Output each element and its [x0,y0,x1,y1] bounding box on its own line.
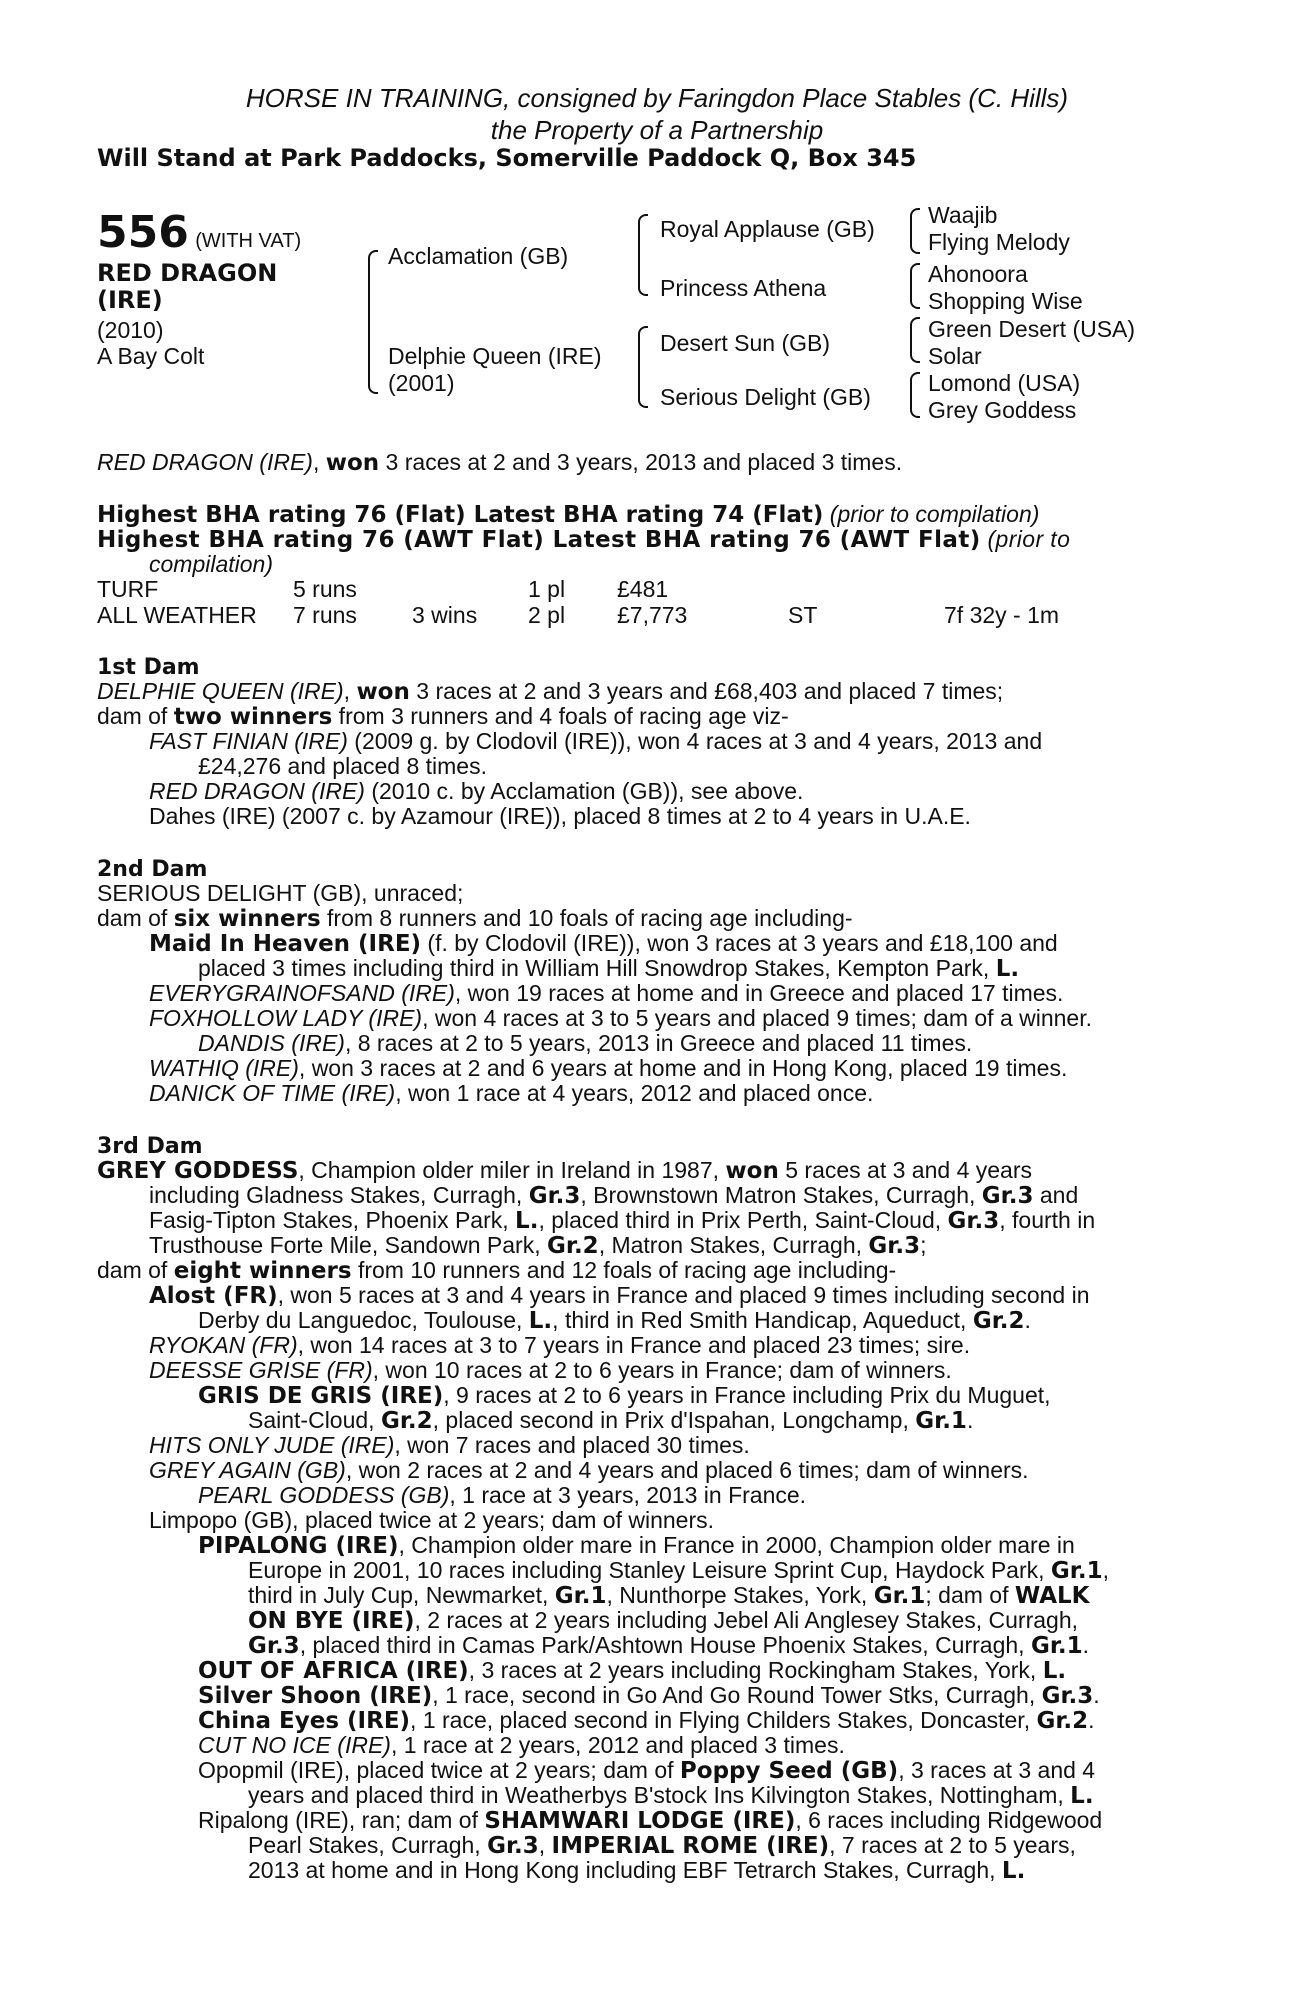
sd-sire: Ahonoora [928,261,1028,287]
catalogue-page: HORSE IN TRAINING, consigned by Faringdon Place Stables (C. Hills) the Property of a Partnership Will Stand at Park Paddocks, Somerville Paddock Q, Box 345 556 (WITH VAT) RED DRAGON (IRE) (2010) A Bay Colt Acclamation (GB) Delphie Queen (IRE) (2001) Royal Applause (GB) Princess Athena Desert Sun (GB) Serious Delight (GB) Waajib Flying Melody Ahonoora Shopping Wise Green Desert (USA) Solar Lomond (USA) Grey Goddess RED DRAGON (IRE), won 3 races at 2 and 3 years, 2013 and placed 3 times. Highest BHA rating 76 (Flat) Latest BHA rating 74 (Flat) (prior to compilation) Highest BHA rating 76 (AWT Flat) Latest BHA rating 76 (AWT Flat) (prior to compilation) TURF 5 runs 1 pl £481 ALL WEATHER 7 runs 3 wins 2 pl £7,773 ST 7f 32y - 1m 1st Dam DELPHIE QUEEN (IRE), won 3 races at 2 and 3 years and £68,403 and placed 7 times; dam of two winners from 3 runners and 4 foals of racing age viz- FAST FINIAN (IRE) (2009 g. by Clodovil (IRE)), won 4 races at 3 and 4 years, 2013 and £24,276 and placed 8 times. RED DRAGON (IRE) (2010 c. by Acclamation (GB)), see above. Dahes (IRE) (2007 c. by Azamour (IRE)), placed 8 times at 2 to 4 years in U.A.E. 2nd Dam SERIOUS DELIGHT (GB), unraced; dam of six winners from 8 runners and 10 foals of racing age including- Maid In Heaven (IRE) (f. by Clodovil (IRE)), won 3 races at 3 years and £18,100 and placed 3 times including third in William Hill Snowdrop Stakes, Kempton Park, L. EVERYGRAINOFSAND (IRE), won 19 races at home and in Greece and placed 17 times. FOXHOLLOW LADY (IRE), won 4 races at 3 to 5 years and placed 9 times; dam of a winner. DANDIS (IRE), 8 races at 2 to 5 years, 2013 in Greece and placed 11 times. WATHIQ (IRE), won 3 races at 2 and 6 years at home and in Hong Kong, placed 19 times. DANICK OF TIME (IRE), won 1 race at 4 years, 2012 and placed once. 3rd Dam GREY GODDESS, Champion older miler in Ireland in 1987, won 5 races at 3 and 4 years including Gladness Stakes, Curragh, Gr.3, Brownstown Matron Stakes, Curragh, Gr.3 and Fasig-Tipton Stakes, Phoenix Park, L., placed third in Prix Perth, Saint-Cloud, Gr.3, fourth in Trusthouse Forte Mile, Sandown Park, Gr.2, Matron Stakes, Curragh, Gr.3; dam of eight winners from 10 runners and 12 foals of racing age including- Alost (FR), won 5 races at 3 and 4 years in France and placed 9 times including second in Derby du Languedoc, Toulouse, L., third in Red Smith Handicap, Aqueduct, Gr.2. RYOKAN (FR), won 14 races at 3 to 7 years in France and placed 23 times; sire. DEESSE GRISE (FR), won 10 races at 2 to 6 years in France; dam of winners. GRIS DE GRIS (IRE), 9 races at 2 to 6 years in France including Prix du Muguet, Saint-Cloud, Gr.2, placed second in Prix d'Ispahan, Longchamp, Gr.1. HITS ONLY JUDE (IRE), won 7 races and placed 30 times. GREY AGAIN (GB), won 2 races at 2 and 4 years and placed 6 times; dam of winners. PEARL GODDESS (GB), 1 race at 3 years, 2013 in France. Limpopo (GB), placed twice at 2 years; dam of winners. PIPALONG (IRE), Champion older mare in France in 2000, Champion older mare in Europe in 2001, 10 races including Stanley Leisure Sprint Cup, Haydock Park, Gr.1, third in July Cup, Newmarket, Gr.1, Nunthorpe Stakes, York, Gr.1; dam of WALK ON BYE (IRE), 2 races at 2 years including Jebel Ali Anglesey Stakes, Curragh, Gr.3, placed third in Camas Park/Ashtown House Phoenix Stakes, Curragh, Gr.1. OUT OF AFRICA (IRE), 3 races at 2 years including Rockingham Stakes, York, L. Silver Shoon (IRE), 1 race, second in Go And Go Round Tower Stks, Curragh, Gr.3. China Eyes (IRE), 1 race, placed second in Flying Childers Stakes, Doncaster, Gr.2. CUT NO ICE (IRE), 1 race at 2 years, 2012 and placed 3 times. Opopmil (IRE), placed twice at 2 years; dam of Poppy Seed (GB), 3 races at 3 and 4 years and placed third in Weatherbys B'stock Ins Kilvington Stakes, Nottingham, L. Ripalong (IRE), ran; dam of SHAMWARI LODGE (IRE), 6 races including Ridgewood Pearl Stakes, Curragh, Gr.3, IMPERIAL ROME (IRE), 7 races at 2 to 5 years, 2013 at home and in Hong Kong including EBF Tetrarch Stakes, Curragh, L. [0,0,1314,2000]
third-dam-line: including Gladness Stakes, Curragh, Gr.3, Brownstown Matron Stakes, Curragh, Gr.3 and [149,1182,1079,1209]
third-dam-line: Europe in 2001, 10 races including Stanley Leisure Sprint Cup, Haydock Park, Gr.1, [248,1557,1109,1584]
dam-dam: Serious Delight (GB) [660,384,871,410]
race-summary: RED DRAGON (IRE), won 3 races at 2 and 3 years, 2013 and placed 3 times. [97,449,903,476]
third-dam-line: Pearl Stakes, Curragh, Gr.3, IMPERIAL ROME (IRE), 7 races at 2 to 5 years, [248,1832,1076,1859]
first-dam-line: £24,276 and placed 8 times. [198,753,487,779]
third-dam-line: OUT OF AFRICA (IRE), 3 races at 2 years including Rockingham Stakes, York, L. [198,1657,1067,1684]
third-dam-line: Alost (FR), won 5 races at 3 and 4 years in France and placed 9 times including second in [149,1282,1090,1309]
first-dam-line: dam of two winners from 3 runners and 4 foals of racing age viz- [97,703,789,730]
third-dam-line: Limpopo (GB), placed twice at 2 years; dam of winners. [149,1507,715,1533]
second-dam-line: FOXHOLLOW LADY (IRE), won 4 races at 3 to 5 years and placed 9 times; dam of a winner. [149,1005,1092,1031]
third-dam-line: Trusthouse Forte Mile, Sandown Park, Gr.2, Matron Stakes, Curragh, Gr.3; [149,1232,927,1259]
third-dam-line: Fasig-Tipton Stakes, Phoenix Park, L., placed third in Prix Perth, Saint-Cloud, Gr.3, fourth in [149,1207,1096,1234]
first-dam-heading: 1st Dam [97,655,200,680]
second-dam-line: SERIOUS DELIGHT (GB), unraced; [97,880,464,906]
third-dam-line: PIPALONG (IRE), Champion older mare in France in 2000, Champion older mare in [198,1532,1075,1559]
first-dam-line: RED DRAGON (IRE) (2010 c. by Acclamation (GB)), see above. [149,778,804,804]
first-dam-line: Dahes (IRE) (2007 c. by Azamour (IRE)), placed 8 times at 2 to 4 years in U.A.E. [149,803,971,829]
second-dam-line: placed 3 times including third in William Hill Snowdrop Stakes, Kempton Park, L. [198,955,1020,982]
second-dam-line: DANICK OF TIME (IRE), won 1 race at 4 years, 2012 and placed once. [149,1080,874,1106]
sire: Acclamation (GB) [388,243,569,269]
second-dam-line: WATHIQ (IRE), won 3 races at 2 and 6 years at home and in Hong Kong, placed 19 times. [149,1055,1068,1081]
sire-line-brace [638,214,648,296]
second-dam-line: Maid In Heaven (IRE) (f. by Clodovil (IRE)), won 3 races at 3 years and £18,100 and [149,930,1058,957]
brace-ds [910,317,920,363]
third-dam-line: Derby du Languedoc, Toulouse, L., third in Red Smith Handicap, Aqueduct, Gr.2. [198,1307,1031,1334]
third-dam-line: Opopmil (IRE), placed twice at 2 years; dam of Poppy Seed (GB), 3 races at 3 and 4 [198,1757,1096,1784]
sd-dam: Shopping Wise [928,288,1083,314]
lot-number: 556 [97,207,189,258]
third-dam-line: GREY AGAIN (GB), won 2 races at 2 and 4 years and placed 6 times; dam of winners. [149,1457,1029,1483]
dam-year: (2001) [388,370,455,396]
third-dam-line: ON BYE (IRE), 2 races at 2 years including Jebel Ali Anglesey Stakes, Curragh, [248,1607,1078,1634]
third-dam-line: GRIS DE GRIS (IRE), 9 races at 2 to 6 years in France including Prix du Muguet, [198,1382,1051,1409]
third-dam-line: DEESSE GRISE (FR), won 10 races at 2 to 6 years in France; dam of winners. [149,1357,952,1383]
ds-dam: Solar [928,343,982,369]
dam: Delphie Queen (IRE) [388,343,602,369]
property-line: the Property of a Partnership [490,115,824,145]
sire-dam-brace [368,250,378,394]
second-dam-line: DANDIS (IRE), 8 races at 2 to 5 years, 2013 in Greece and placed 11 times. [198,1030,973,1056]
first-dam-line: FAST FINIAN (IRE) (2009 g. by Clodovil (IRE)), won 4 races at 3 and 4 years, 2013 and [149,728,1043,754]
third-dam-line: Gr.3, placed third in Camas Park/Ashtown House Phoenix Stakes, Curragh, Gr.1. [248,1632,1090,1659]
brace-ss [910,208,920,254]
second-dam-line: EVERYGRAINOFSAND (IRE), won 19 races at home and in Greece and placed 17 times. [149,980,1064,1006]
third-dam-line: years and placed third in Weatherbys B'stock Ins Kilvington Stakes, Nottingham, L. [248,1782,1094,1809]
ss-sire: Waajib [928,202,998,228]
ss-dam: Flying Melody [928,229,1070,255]
dd-sire: Lomond (USA) [928,370,1081,396]
rating-compilation: compilation) [149,551,273,577]
third-dam-line: Silver Shoon (IRE), 1 race, second in Go And Go Round Tower Stks, Curragh, Gr.3. [198,1682,1100,1709]
vat-note: (WITH VAT) [195,230,302,252]
dam-line-brace [638,326,648,408]
horse-description: A Bay Colt [97,343,205,369]
third-dam-line: RYOKAN (FR), won 14 races at 3 to 7 years in France and placed 23 times; sire. [149,1332,971,1358]
dam-sire: Desert Sun (GB) [660,330,830,356]
brace-dd [910,372,920,418]
ds-sire: Green Desert (USA) [928,316,1136,342]
third-dam-line: China Eyes (IRE), 1 race, placed second in Flying Childers Stakes, Doncaster, Gr.2. [198,1707,1095,1734]
second-dam-line: dam of six winners from 8 runners and 10 foals of racing age including- [97,905,853,932]
third-dam-line: GREY GODDESS, Champion older miler in Ireland in 1987, won 5 races at 3 and 4 years [97,1157,1032,1184]
third-dam-line: 2013 at home and in Hong Kong including EBF Tetrarch Stakes, Curragh, L. [248,1857,1026,1884]
sire-dam: Princess Athena [660,275,827,301]
third-dam-line: PEARL GODDESS (GB), 1 race at 3 years, 2013 in France. [198,1482,807,1508]
third-dam-line: third in July Cup, Newmarket, Gr.1, Nunthorpe Stakes, York, Gr.1; dam of WALK [248,1582,1090,1609]
sire-sire: Royal Applause (GB) [660,216,875,242]
brace-sd [910,263,920,309]
third-dam-line: Saint-Cloud, Gr.2, placed second in Prix d'Ispahan, Longchamp, Gr.1. [248,1407,974,1434]
rating-flat: Highest BHA rating 76 (Flat) Latest BHA rating 74 (Flat) (prior to compilation) [97,501,1040,528]
third-dam-line: dam of eight winners from 10 runners and 12 foals of racing age including- [97,1257,897,1284]
dd-dam: Grey Goddess [928,397,1077,423]
rating-awt: Highest BHA rating 76 (AWT Flat) Latest BHA rating 76 (AWT Flat) (prior to [97,526,1071,553]
third-dam-line: Ripalong (IRE), ran; dam of SHAMWARI LODGE (IRE), 6 races including Ridgewood [198,1807,1103,1834]
third-dam-line: CUT NO ICE (IRE), 1 race at 2 years, 2012 and placed 3 times. [198,1732,845,1758]
consignment-line: HORSE IN TRAINING, consigned by Faringdon Place Stables (C. Hills) [245,83,1069,113]
horse-year: (2010) [97,317,164,343]
horse-country: (IRE) [97,286,163,314]
second-dam-heading: 2nd Dam [97,857,208,882]
lot-number-row [97,208,301,266]
stable-location: Will Stand at Park Paddocks, Somerville Paddock Q, Box 345 [97,144,917,172]
first-dam-line: DELPHIE QUEEN (IRE), won 3 races at 2 and 3 years and £68,403 and placed 7 times; [97,678,1004,705]
third-dam-heading: 3rd Dam [97,1134,203,1159]
horse-name: RED DRAGON [97,259,278,287]
third-dam-line: HITS ONLY JUDE (IRE), won 7 races and placed 30 times. [149,1432,750,1458]
